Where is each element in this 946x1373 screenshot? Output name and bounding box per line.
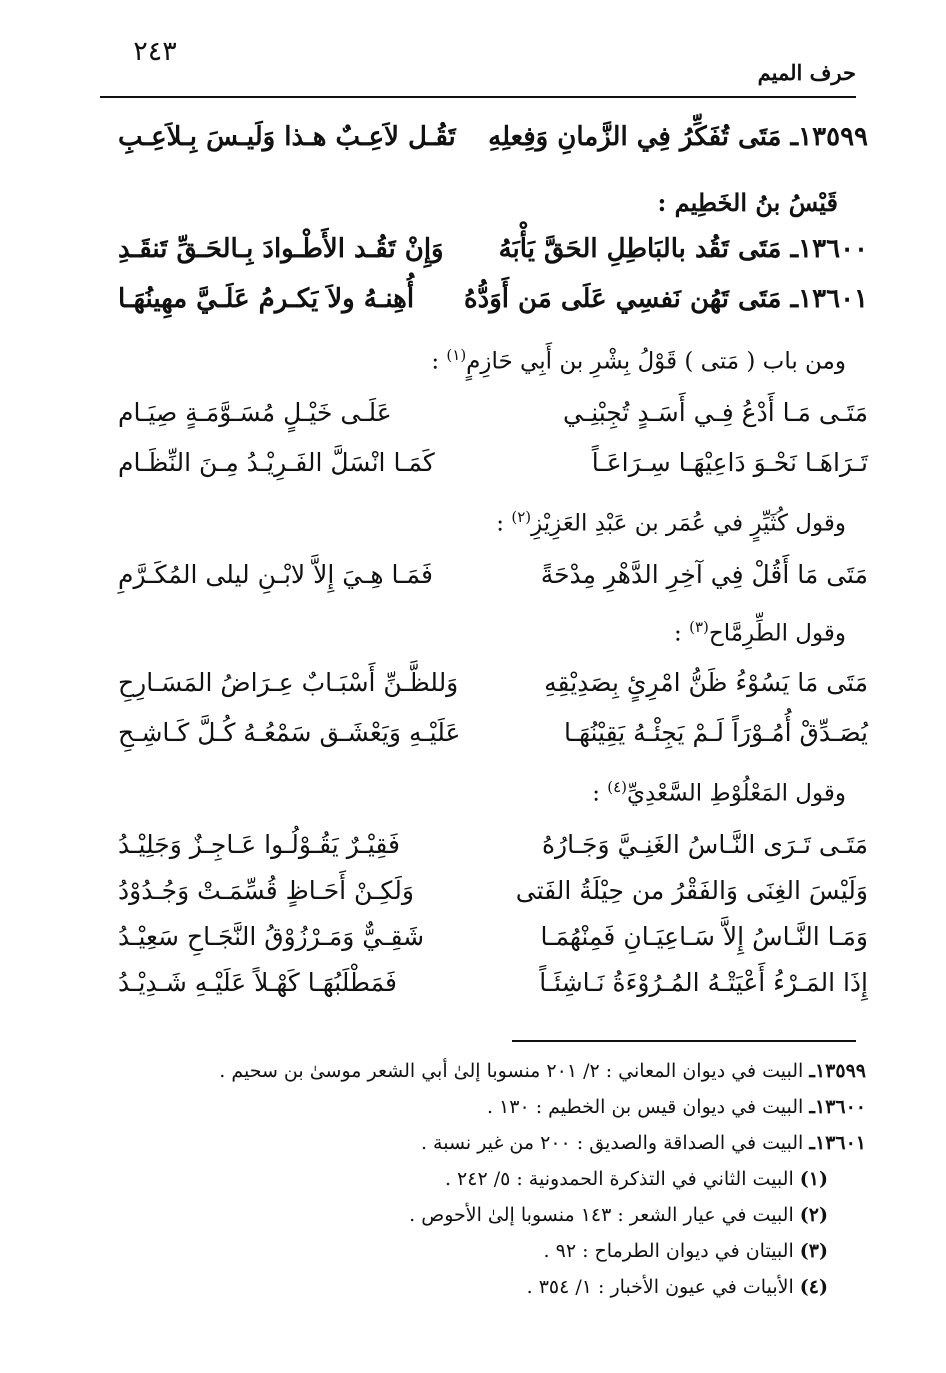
poet-intro: قَيْسُ بنُ الخَطِيم : — [657, 188, 838, 217]
verse-13599 — [0, 122, 946, 178]
verse-first-hemistich: وَمَـا النَّـاسُ إِلاَّ سَـاعِيَـانِ فَمِنْهُمَـا — [540, 922, 868, 951]
verse-first-hemistich: مَتَى مَا أَقُلْ فِي آخِرِ الدَّهْرِ مِدْحَةً — [540, 560, 868, 589]
intro-text: وقول المَعْلُوْطِ السَّعْدِيِّ — [627, 780, 846, 807]
verse — [0, 668, 946, 724]
footnote-text: البيت في الصداقة والصديق : ٢٠٠ من غير نسبة . — [420, 1132, 804, 1154]
footnote-text: البيت في ديوان قيس بن الخطيم : ١٣٠ . — [486, 1096, 804, 1118]
verse-number: ١٣٥٩٩ـ — [790, 122, 868, 152]
verse-second-hemistich: كَمَـا انْسَلَّ الفَـرِيْـدُ مِـنَ النِّظَـام — [118, 448, 435, 477]
footnote-text: الأبيات في عيون الأخبار : ١/ ٣٥٤ . — [526, 1276, 794, 1298]
verse-first-hemistich: وَلَيْسَ الغِنَى وَالفَقْرُ من حِيْلَةُ الفَتى — [515, 876, 868, 905]
footnote-number: (٣) — [799, 1240, 828, 1262]
verse-13601 — [0, 284, 946, 340]
section-intro — [674, 618, 846, 647]
verse-second-hemistich: شَقِـيٌّ وَمَـرْزُوْقُ النَّجَـاحِ سَعِيْـدُ — [118, 922, 425, 951]
verse — [0, 448, 946, 504]
verse-first-hemistich: تَـرَاهَـا نَحْـوَ دَاعِيْهَـا سِـرَاعَـاً — [591, 448, 868, 477]
footnote-text: البيتان في ديوان الطرماح : ٩٢ . — [543, 1240, 794, 1262]
verse-second-hemistich: عَلَيْـهِ وَيَعْشَـق سَمْعُـهُ كُـلَّ كَـاشِـحِ — [118, 718, 461, 747]
verse-13600 — [0, 234, 946, 290]
section-intro — [592, 778, 846, 807]
footnote — [445, 1168, 828, 1190]
footnote-number: (١) — [799, 1168, 828, 1190]
footnote-text: البيت الثاني في التذكرة الحمدونية : ٥/ ٢٤٢ . — [444, 1168, 794, 1190]
verse-second-hemistich: أُهِنـهُ ولاَ يَكـرمُ عَلَـيَّ مهِينُهَـا — [118, 284, 415, 314]
header-rule — [100, 96, 856, 98]
verse-first-hemistich — [478, 122, 868, 152]
footnote-mark: (٣) — [689, 618, 709, 636]
footnote — [487, 1096, 866, 1118]
intro-text: وقول الطِّرِمَّاح — [708, 620, 846, 647]
verse-second-hemistich: فَمَطْلَبُهَـا كَهْـلاً عَلَيْـهِ شَـدِيْـدُ — [118, 968, 397, 997]
verse-second-hemistich: تَقُـل لاَعِـبٌ هـذا وَلَيـسَ بِـلاَعِـبِ — [118, 122, 456, 152]
hemistich-text: مَتَى تُفَكِّرُ فِي الزَّمانِ وَفِعلِهِ — [488, 122, 782, 152]
footnote-text: البيت في ديوان المعاني : ٢/ ٢٠١ منسوبا إلىٰ أبي الشعر موسىٰ بن سحيم . — [219, 1060, 804, 1082]
verse — [0, 968, 946, 1024]
verse-first-hemistich: يُصَـدِّقْ أُمُـوْرَاً لَـمْ يَجِئْـهُ يَقِيْنُهَـا — [564, 718, 868, 747]
verse — [0, 718, 946, 774]
footnote — [219, 1060, 866, 1082]
footnote-mark: (٤) — [607, 778, 628, 796]
footnote-number: ١٣٦٠٠ـ — [809, 1096, 866, 1118]
verse — [0, 398, 946, 454]
hemistich-text: مَتَى تَقُد بالبَاطِلِ الحَقَّ يَأْبَهُ — [498, 234, 782, 264]
verse-number: ١٣٦٠٠ـ — [790, 234, 868, 264]
intro-colon: : — [496, 510, 505, 537]
verse-second-hemistich: وَلَكِـنْ أَحَـاظٍ قُسِّمَـتْ وَجُـدُوْدُ — [118, 876, 414, 905]
intro-colon: : — [674, 620, 682, 647]
footnote — [409, 1204, 828, 1226]
verse-first-hemistich: مَتَى مَا يَسُوْءُ ظَنُّ امْرِئٍ بِصَدِيْقِهِ — [544, 668, 868, 697]
footnote-mark: (١) — [446, 346, 467, 364]
footnote — [544, 1240, 828, 1262]
verse-first-hemistich: إِذَا المَـرْءُ أَعْيَتْـهُ المُـرُوْءَةُ نَـاشِئَـاً — [539, 968, 868, 997]
intro-colon: : — [592, 780, 600, 807]
page-number: ٢٤٣ — [133, 36, 177, 67]
verse-first-hemistich — [478, 234, 868, 264]
footnote-text: البيت في عيار الشعر : ١٤٣ منسوبا إلىٰ الأحوص . — [409, 1204, 794, 1226]
hemistich-text: مَتَى تَهُن نَفسِي عَلَى مَن أَوَدُّهُ — [464, 284, 782, 314]
running-head: حرف الميم — [757, 60, 856, 85]
footnote-number: (٢) — [799, 1204, 828, 1226]
intro-text: وقول كُثَيِّرٍ في عُمَر بن عَبْدِ العَزِيْزِ — [531, 510, 846, 537]
verse-first-hemistich — [464, 284, 868, 314]
verse-second-hemistich: وَإِنْ تَقُـد الأَطْـوادَ بِـالحَـقِّ تَنقَـدِ — [118, 234, 444, 264]
footnote-number: ١٣٦٠١ـ — [809, 1132, 866, 1154]
verse-first-hemistich: مَتَـى تَـرَى النَّـاسُ الغَنِـيَّ وَجَـارُهُ — [541, 830, 868, 859]
footnote-mark: (٢) — [511, 508, 532, 526]
section-intro — [496, 508, 846, 537]
footnote — [421, 1132, 866, 1154]
intro-colon: : — [431, 348, 440, 375]
footnote-number: (٤) — [799, 1276, 828, 1298]
footnote-rule — [512, 1040, 856, 1042]
footnote — [527, 1276, 828, 1298]
verse-second-hemistich: فَمَـا هِـيَ إِلاَّ لابْـنِ ليلى المُكَـرَّمِ — [118, 560, 433, 589]
footnote-number: ١٣٥٩٩ـ — [809, 1060, 866, 1082]
verse — [0, 560, 946, 616]
verse-number: ١٣٦٠١ـ — [790, 284, 868, 314]
verse-second-hemistich: وَللظَّـنِّ أَسْبَـابٌ عِـرَاضُ المَسَـارِحِ — [118, 668, 459, 697]
verse-first-hemistich: مَتَـى مَـا أَدْعُ فِـي أَسَـدٍ تُجِبْنِـي — [563, 398, 868, 427]
intro-text: ومن باب ( مَتى ) قَوْلُ بِشْرِ بن أَبِي حَازِمٍ — [466, 348, 846, 375]
verse-second-hemistich: عَلَـى خَيْـلٍ مُسَـوَّمَـةٍ صِيَـام — [118, 398, 392, 427]
section-intro — [431, 346, 846, 375]
verse-second-hemistich: فَقِيْـرٌ يَقُـوْلُـوا عَـاجِـزٌ وَجَلِيْـدُ — [118, 830, 400, 859]
